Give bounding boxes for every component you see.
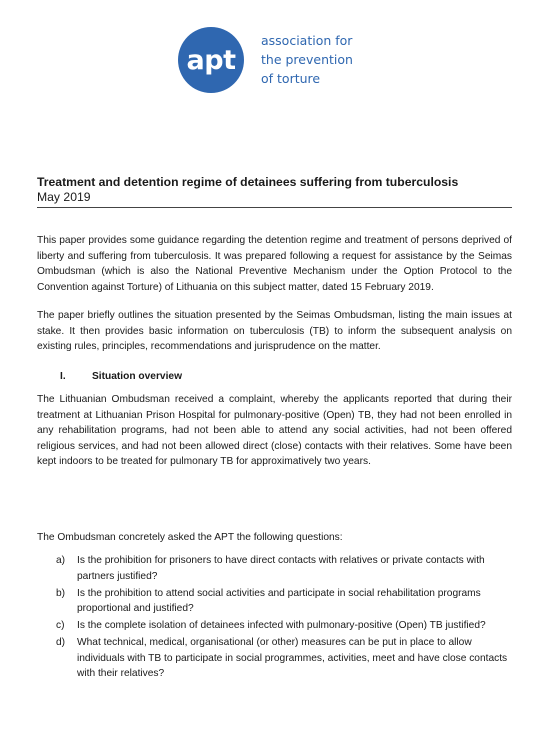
logo-mark: apt <box>178 27 244 93</box>
logo-line-2: the prevention <box>261 52 353 67</box>
section-number: I. <box>60 371 66 382</box>
question-label: b) <box>56 587 66 599</box>
question-item <box>56 635 512 682</box>
logo-line-3: of torture <box>261 71 321 86</box>
document-title: Treatment and detention regime of detainees suffering from tuberculosis <box>37 175 459 189</box>
section-heading <box>60 369 182 385</box>
question-item <box>56 618 512 634</box>
title-divider <box>37 207 512 208</box>
question-label: d) <box>56 637 66 648</box>
intro-paragraph-1: This paper provides some guidance regarding the detention regime and treatment of persons deprived of liberty and suffering from tuberculosis. It was prepared following a request for assistance by the Seimas Ombudsman (which is also the National Preventive Mechanism under the Option Protocol to the Convention against Torture) of Lithuania on this subject matter, dated 15 February 2019. <box>37 235 512 293</box>
question-text: Is the complete isolation of detainees infected with pulmonary-positive (Open) TB justified? <box>77 620 486 631</box>
question-item <box>56 586 512 617</box>
intro-paragraph-2: The paper briefly outlines the situation presented by the Seimas Ombudsman, listing the main issues at stake. It then provides basic information on tuberculosis (TB) to inform the subsequent analysis on existing rules, principles, recommendations and jurisprudence on the matter. <box>37 310 512 352</box>
question-text: Is the prohibition for prisoners to have direct contacts with relatives or private contacts with partners justified? <box>77 555 485 582</box>
section-paragraph-2: The Ombudsman concretely asked the APT the following questions: <box>37 532 343 543</box>
question-text: What technical, medical, organisational (or other) measures can be put in place to allow individuals with TB to participate in social programmes, activities, meet and have close contacts with their relatives? <box>77 637 508 679</box>
question-label: c) <box>56 620 65 631</box>
section-title: Situation overview <box>92 371 183 382</box>
logo-wordmark <box>261 31 353 88</box>
apt-logo <box>178 27 368 97</box>
question-text: Is the prohibition to attend social activities and participate in social rehabilitation programs proportional and justified? <box>77 587 481 614</box>
question-label: a) <box>56 555 66 566</box>
questions-list <box>56 553 512 683</box>
logo-line-1: association for <box>261 33 353 48</box>
section-paragraph-1: The Lithuanian Ombudsman received a complaint, whereby the applicants reported that during their treatment at Lithuanian Prison Hospital for pulmonary-positive (Open) TB, they had not been enrolled in any rehabilitation programs, had not been able to attend any social activities, had not been offered religious services, and had not been allowed direct (close) contacts with their relatives. Some have been kept indoors to be treated for pulmonary TB for approximatively two years. <box>37 394 512 467</box>
document-date: May 2019 <box>37 190 91 204</box>
question-item <box>56 553 512 584</box>
